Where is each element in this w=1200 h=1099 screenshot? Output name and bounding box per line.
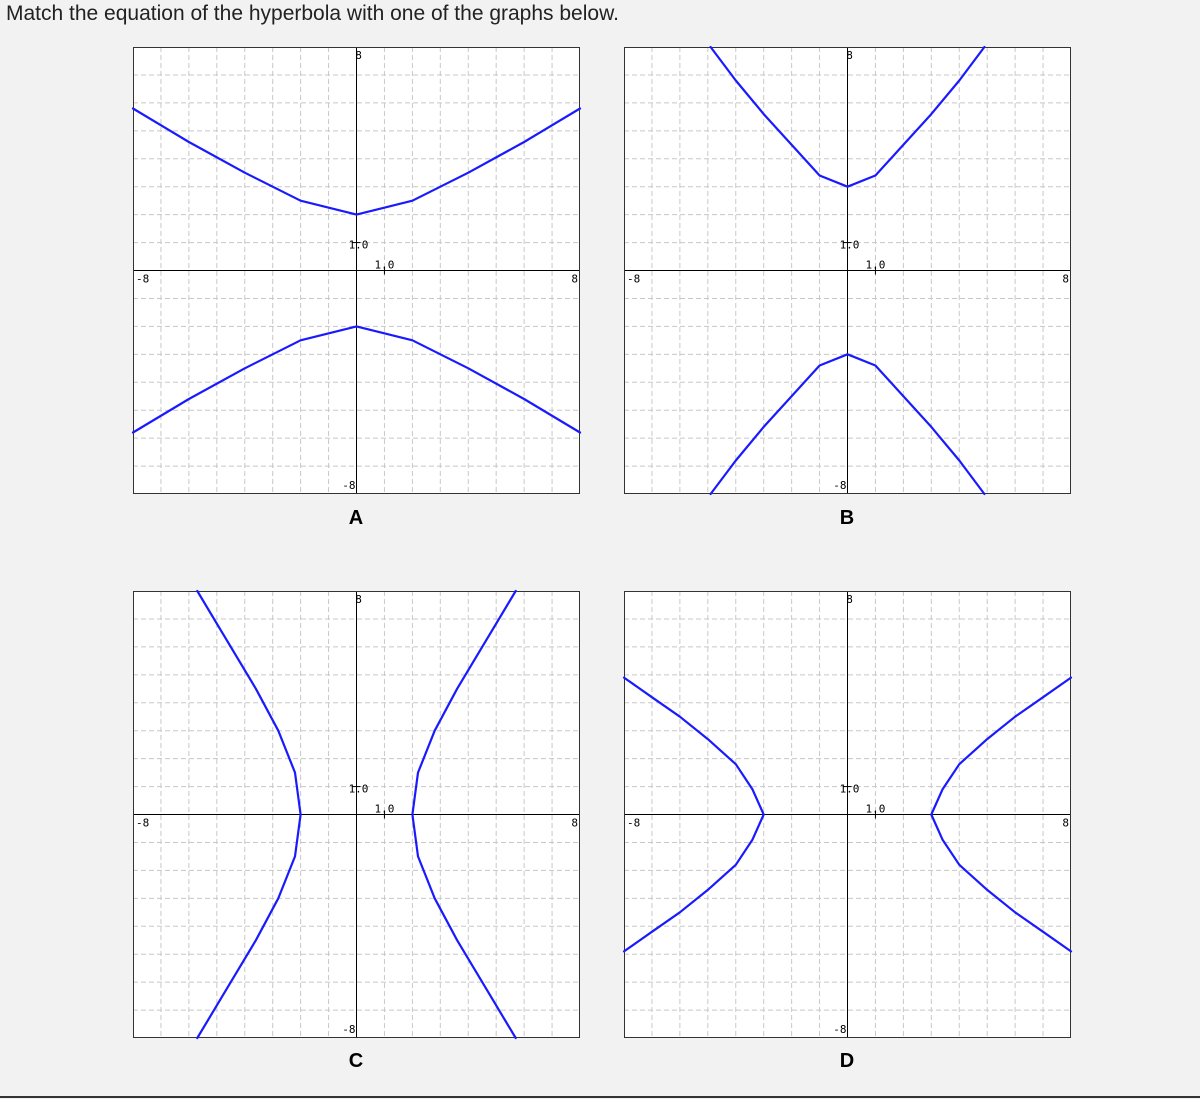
tick-label-y-unit: 1.0	[348, 238, 369, 252]
graph-a-letter: A	[348, 507, 364, 529]
question-text: Match the equation of the hyperbola with one of the graphs below.	[6, 2, 619, 25]
tick-label-y-unit: 1.0	[348, 782, 369, 796]
tick-label-x-unit: 1.0	[374, 802, 395, 816]
tick-label-x-max: 8	[1062, 272, 1069, 286]
tick-label-y-max: 8	[846, 49, 853, 62]
graph-c-letter: C	[348, 1050, 364, 1072]
graph-d-letter: D	[839, 1050, 855, 1072]
graph-b-letter: B	[839, 507, 855, 529]
graph-d[interactable]	[624, 591, 1071, 1038]
tick-label-y-unit: 1.0	[839, 238, 860, 252]
graph-a-svg	[133, 47, 580, 494]
graph-a[interactable]	[133, 47, 580, 494]
tick-label-y-unit: 1.0	[839, 782, 860, 796]
graph-c[interactable]	[133, 591, 580, 1038]
tick-label-y-min: -8	[342, 479, 356, 492]
tick-label-x-unit: 1.0	[865, 258, 886, 272]
tick-label-x-min: -8	[627, 272, 641, 286]
tick-label-y-min: -8	[833, 479, 847, 492]
graph-d-svg	[624, 591, 1071, 1038]
graph-c-svg	[133, 591, 580, 1038]
tick-label-x-unit: 1.0	[865, 802, 886, 816]
tick-label-x-max: 8	[571, 272, 578, 286]
tick-label-x-unit: 1.0	[374, 258, 395, 272]
tick-label-x-min: -8	[627, 816, 641, 830]
tick-label-y-max: 8	[846, 593, 853, 606]
bottom-divider	[0, 1096, 1200, 1098]
tick-label-y-min: -8	[833, 1023, 847, 1036]
graph-b-svg	[624, 47, 1071, 494]
tick-label-y-max: 8	[355, 593, 362, 606]
tick-label-x-max: 8	[571, 816, 578, 830]
tick-label-y-min: -8	[342, 1023, 356, 1036]
tick-label-x-min: -8	[136, 272, 150, 286]
tick-label-x-min: -8	[136, 816, 150, 830]
tick-label-x-max: 8	[1062, 816, 1069, 830]
graph-b[interactable]	[624, 47, 1071, 494]
tick-label-y-max: 8	[355, 49, 362, 62]
